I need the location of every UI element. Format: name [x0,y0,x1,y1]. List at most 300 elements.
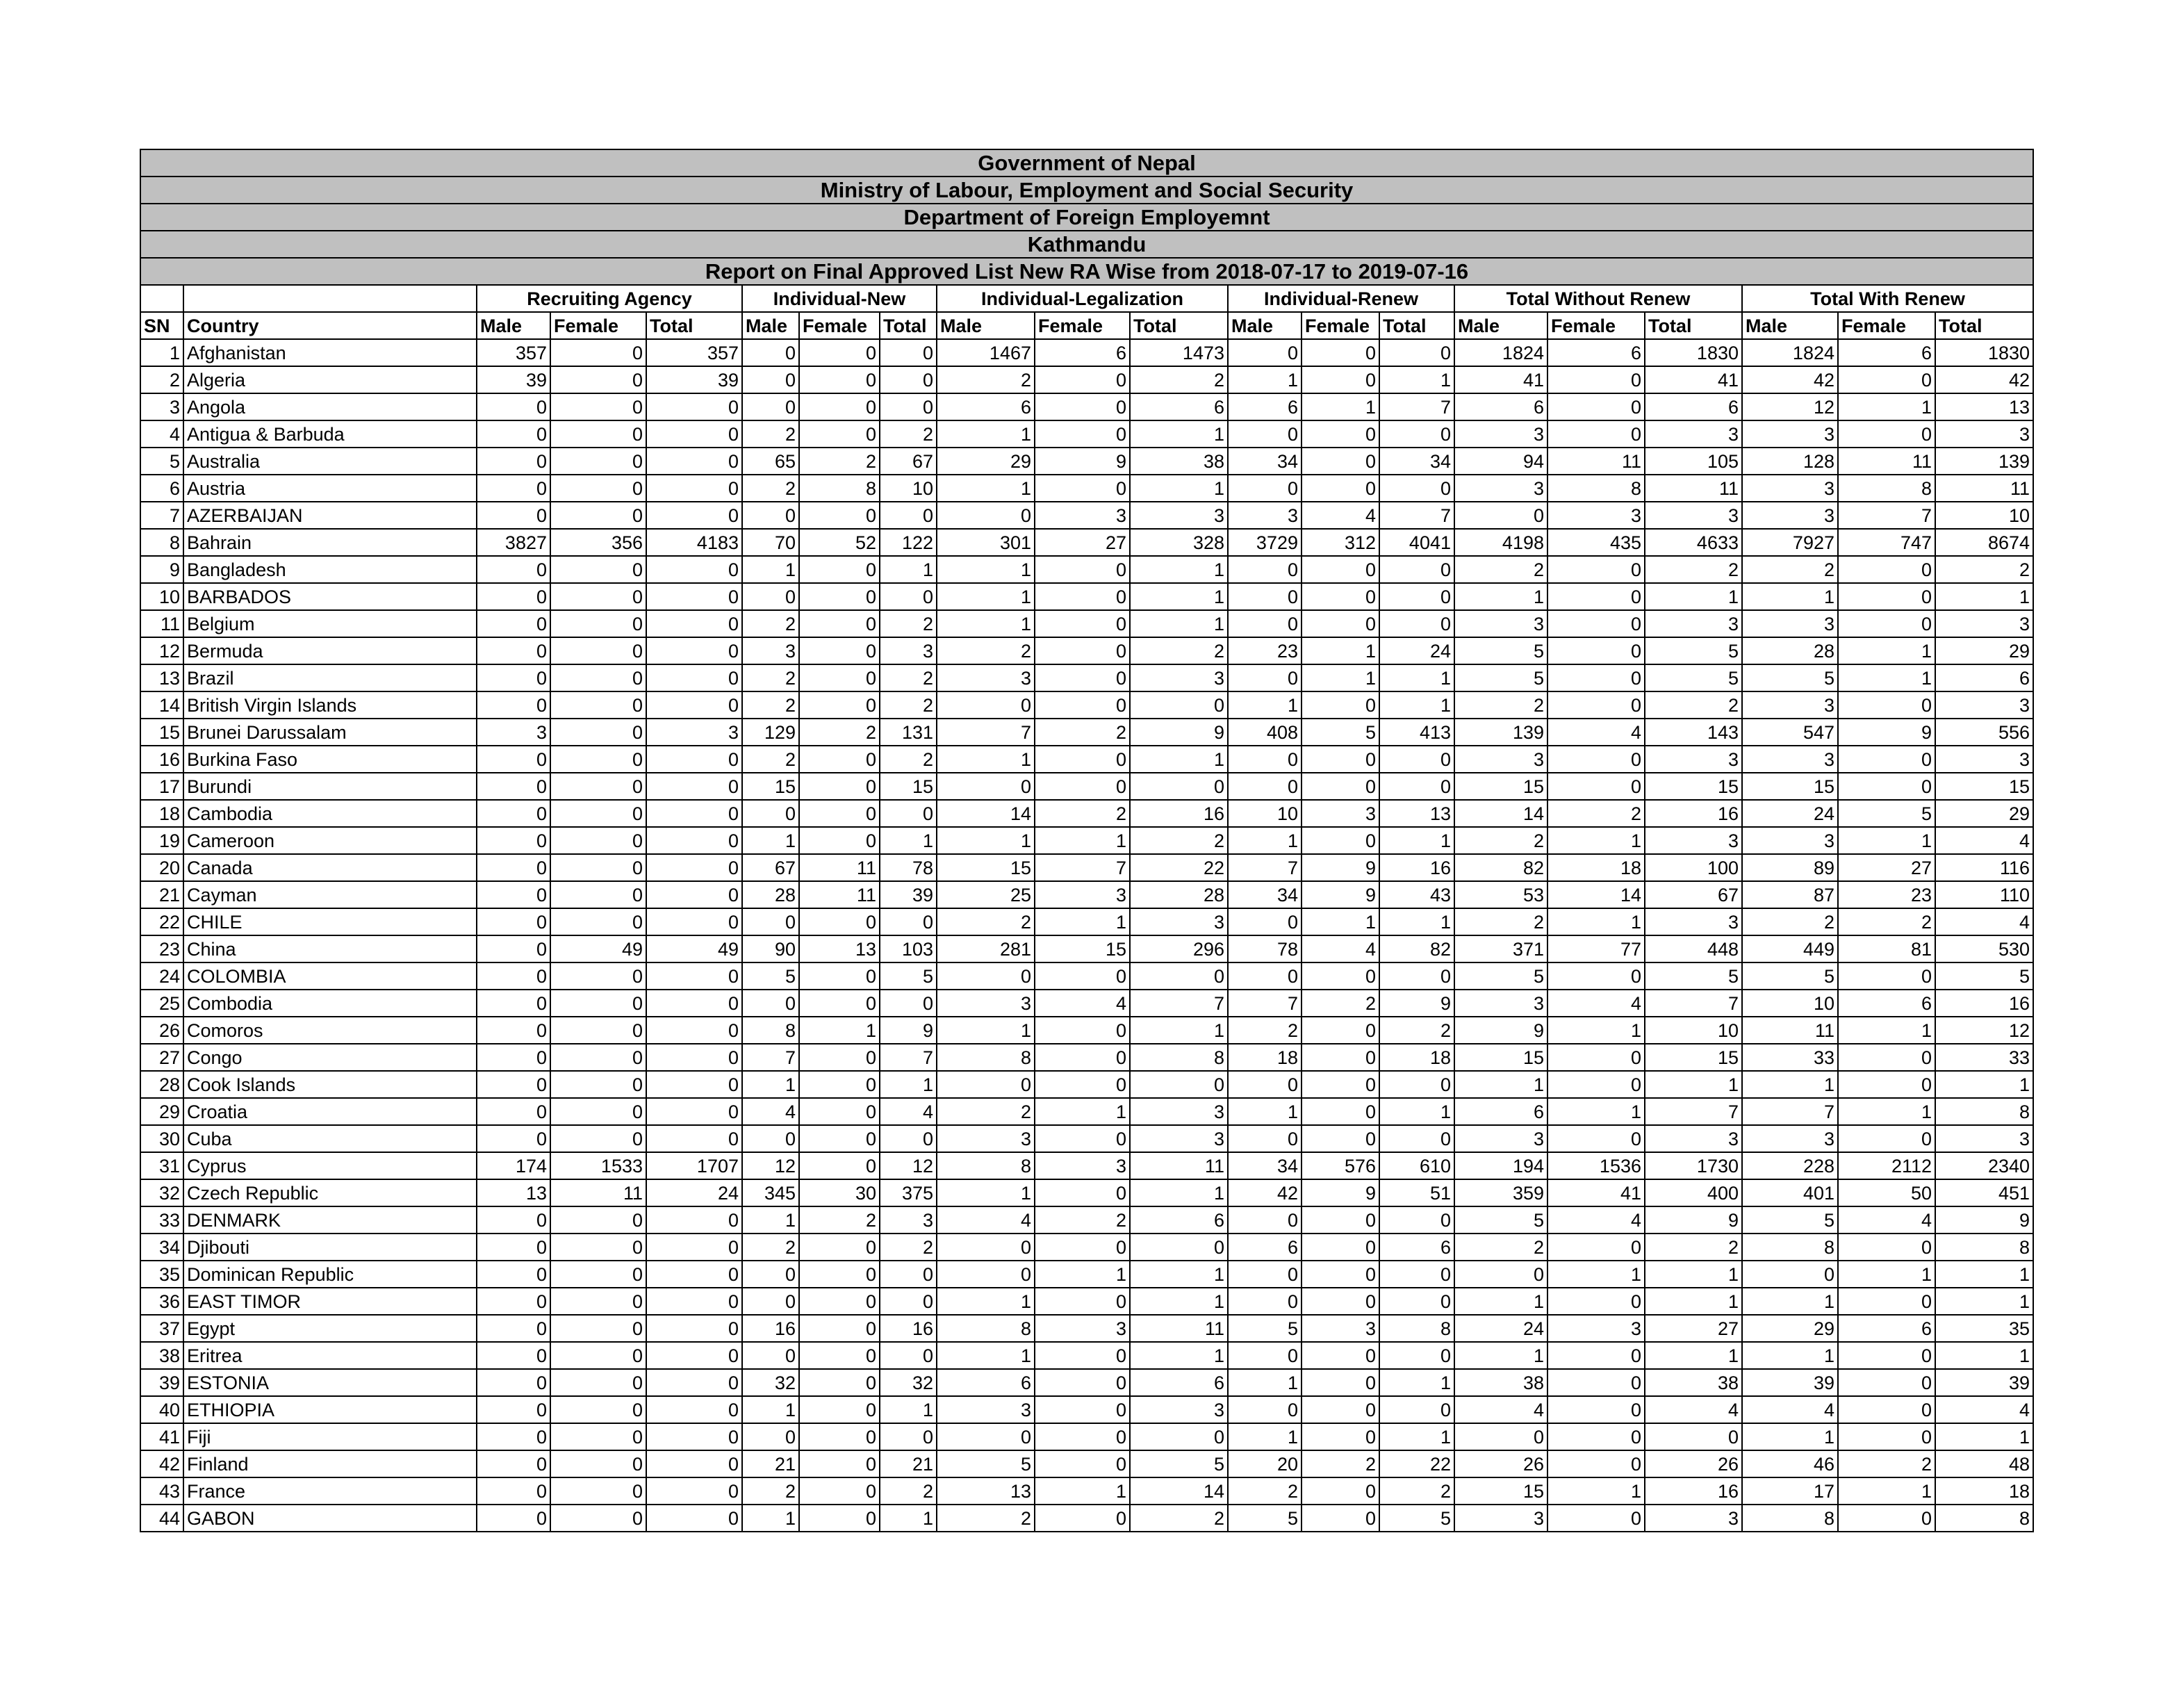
count-cell: 1 [880,556,937,583]
count-cell: 0 [799,339,880,366]
serial-number-cell: 40 [140,1396,183,1423]
count-cell: 3 [1130,1396,1228,1423]
count-cell: 1 [742,827,799,854]
count-cell: 1 [937,1179,1035,1206]
count-cell: 8 [1935,1098,2033,1125]
count-cell: 0 [646,502,742,529]
count-cell: 3 [1130,502,1228,529]
country-cell: Fiji [183,1423,477,1450]
count-cell: 1 [1935,1342,2033,1369]
count-cell: 1 [1228,366,1302,393]
count-cell: 0 [1130,1071,1228,1098]
count-cell: 0 [799,1234,880,1261]
count-cell: 0 [799,773,880,800]
count-cell: 0 [646,393,742,420]
table-row [140,448,2033,475]
country-cell: BARBADOS [183,583,477,610]
count-cell: 0 [1302,1369,1379,1396]
count-cell: 3 [1547,1315,1645,1342]
count-cell: 8674 [1935,529,2033,556]
count-cell: 0 [799,664,880,691]
count-cell: 0 [550,854,646,881]
count-cell: 3 [937,990,1035,1017]
count-cell: 0 [1379,583,1454,610]
count-cell: 4198 [1454,529,1547,556]
count-cell: 0 [1547,691,1645,719]
table-row [140,1152,2033,1179]
count-cell: 174 [477,1152,550,1179]
count-cell: 67 [880,448,937,475]
table-row [140,827,2033,854]
count-cell: 1 [1302,637,1379,664]
count-cell: 13 [799,935,880,962]
count-cell: 0 [646,1234,742,1261]
count-cell: 1824 [1454,339,1547,366]
count-cell: 2 [1302,1450,1379,1477]
count-cell: 8 [742,1017,799,1044]
country-cell: Bermuda [183,637,477,664]
count-cell: 6 [1935,664,2033,691]
country-cell: Australia [183,448,477,475]
count-cell: 0 [1035,962,1130,990]
count-cell: 0 [1228,773,1302,800]
count-cell: 0 [646,1477,742,1505]
count-cell: 70 [742,529,799,556]
count-cell: 0 [799,1342,880,1369]
country-cell: EAST TIMOR [183,1288,477,1315]
count-cell: 0 [799,610,880,637]
count-cell: 1 [1130,1017,1228,1044]
count-cell: 0 [646,448,742,475]
count-cell: 0 [646,1396,742,1423]
count-cell: 435 [1547,529,1645,556]
count-cell: 0 [1035,1179,1130,1206]
count-cell: 53 [1454,881,1547,908]
count-cell: 29 [937,448,1035,475]
count-cell: 6 [1454,1098,1547,1125]
count-cell: 5 [1454,962,1547,990]
count-cell: 0 [742,1288,799,1315]
country-cell: Comoros [183,1017,477,1044]
serial-number-cell: 23 [140,935,183,962]
count-cell: 1 [1379,1369,1454,1396]
count-cell: 0 [1228,746,1302,773]
count-cell: 1 [1379,1423,1454,1450]
count-cell: 129 [742,719,799,746]
count-cell: 16 [1935,990,2033,1017]
count-cell: 0 [477,1505,550,1532]
count-cell: 6 [1130,1369,1228,1396]
country-cell: Brunei Darussalam [183,719,477,746]
count-cell: 1 [1130,1179,1228,1206]
count-cell: 0 [477,583,550,610]
country-cell: AZERBAIJAN [183,502,477,529]
count-cell: 0 [1130,1423,1228,1450]
count-cell: 0 [880,1125,937,1152]
count-cell: 0 [1547,1505,1645,1532]
count-cell: 0 [646,583,742,610]
country-cell: Eritrea [183,1342,477,1369]
count-cell: 35 [1935,1315,2033,1342]
count-cell: 24 [1742,800,1838,827]
serial-number-cell: 36 [140,1288,183,1315]
count-cell: 0 [1742,1261,1838,1288]
count-cell: 1 [1130,1342,1228,1369]
count-cell: 0 [1547,746,1645,773]
count-cell: 0 [646,1288,742,1315]
table-row [140,1098,2033,1125]
serial-number-cell: 20 [140,854,183,881]
count-cell: 2 [1035,800,1130,827]
table-row [140,1288,2033,1315]
count-cell: 3 [1454,1505,1547,1532]
table-row [140,962,2033,990]
column-header: Female [1302,312,1379,339]
count-cell: 0 [550,583,646,610]
count-cell: 0 [550,1261,646,1288]
count-cell: 0 [880,908,937,935]
count-cell: 0 [1547,1125,1645,1152]
count-cell: 8 [1379,1315,1454,1342]
count-cell: 0 [550,1423,646,1450]
group-header-blank [183,285,477,312]
serial-number-cell: 34 [140,1234,183,1261]
country-cell: COLOMBIA [183,962,477,990]
count-cell: 13 [477,1179,550,1206]
count-cell: 1473 [1130,339,1228,366]
count-cell: 0 [550,1477,646,1505]
count-cell: 0 [477,962,550,990]
count-cell: 0 [1035,637,1130,664]
table-row [140,854,2033,881]
count-cell: 0 [646,1017,742,1044]
count-cell: 0 [1302,1342,1379,1369]
count-cell: 11 [550,1179,646,1206]
count-cell: 3 [1742,1125,1838,1152]
count-cell: 0 [477,881,550,908]
count-cell: 0 [550,827,646,854]
count-cell: 11 [799,881,880,908]
count-cell: 0 [550,664,646,691]
country-cell: Burkina Faso [183,746,477,773]
table-row [140,800,2033,827]
count-cell: 0 [1302,583,1379,610]
country-cell: Finland [183,1450,477,1477]
count-cell: 0 [1838,1505,1935,1532]
count-cell: 4 [1838,1206,1935,1234]
count-cell: 7 [1742,1098,1838,1125]
serial-number-cell: 9 [140,556,183,583]
count-cell: 2 [880,610,937,637]
column-header: Male [1454,312,1547,339]
count-cell: 6 [1454,393,1547,420]
count-cell: 16 [1130,800,1228,827]
count-cell: 0 [1379,556,1454,583]
group-header-row [140,285,2033,312]
serial-number-cell: 2 [140,366,183,393]
count-cell: 0 [1838,1125,1935,1152]
count-cell: 0 [799,1396,880,1423]
count-cell: 0 [1302,475,1379,502]
count-cell: 1 [1838,1261,1935,1288]
count-cell: 1 [937,420,1035,448]
count-cell: 3 [1742,746,1838,773]
count-cell: 413 [1379,719,1454,746]
count-cell: 0 [880,583,937,610]
count-cell: 0 [1547,1071,1645,1098]
count-cell: 2 [1379,1017,1454,1044]
count-cell: 1 [1228,1423,1302,1450]
country-cell: CHILE [183,908,477,935]
count-cell: 0 [1379,746,1454,773]
count-cell: 0 [1035,420,1130,448]
count-cell: 0 [799,1261,880,1288]
count-cell: 0 [477,1044,550,1071]
count-cell: 9 [1302,854,1379,881]
count-cell: 5 [1838,800,1935,827]
count-cell: 1 [1935,1423,2033,1450]
count-cell: 1 [1935,1288,2033,1315]
title-row [140,204,2033,231]
count-cell: 7 [742,1044,799,1071]
table-row [140,719,2033,746]
count-cell: 0 [1547,1423,1645,1450]
count-cell: 6 [1130,1206,1228,1234]
count-cell: 0 [1302,448,1379,475]
count-cell: 5 [1130,1450,1228,1477]
count-cell: 2 [880,420,937,448]
count-cell: 7 [1379,393,1454,420]
count-cell: 1 [1302,664,1379,691]
country-cell: ESTONIA [183,1369,477,1396]
count-cell: 0 [1302,746,1379,773]
count-cell: 6 [937,393,1035,420]
count-cell: 0 [1645,1423,1742,1450]
count-cell: 194 [1454,1152,1547,1179]
count-cell: 0 [1547,610,1645,637]
count-cell: 87 [1742,881,1838,908]
country-cell: Djibouti [183,1234,477,1261]
count-cell: 4 [937,1206,1035,1234]
count-cell: 0 [1035,366,1130,393]
count-cell: 2 [1454,1234,1547,1261]
count-cell: 5 [1935,962,2033,990]
count-cell: 33 [1742,1044,1838,1071]
country-cell: Algeria [183,366,477,393]
count-cell: 1 [1547,827,1645,854]
count-cell: 3 [1130,908,1228,935]
count-cell: 547 [1742,719,1838,746]
count-cell: 2 [937,1505,1035,1532]
count-cell: 1 [880,827,937,854]
count-cell: 0 [646,1505,742,1532]
count-cell: 11 [1935,475,2033,502]
count-cell: 33 [1935,1044,2033,1071]
count-cell: 10 [1645,1017,1742,1044]
count-cell: 42 [1228,1179,1302,1206]
count-cell: 0 [1035,664,1130,691]
count-cell: 2 [1454,691,1547,719]
serial-number-cell: 10 [140,583,183,610]
count-cell: 9 [1838,719,1935,746]
serial-number-cell: 28 [140,1071,183,1098]
count-cell: 1 [1547,1098,1645,1125]
count-cell: 8 [1935,1505,2033,1532]
count-cell: 4 [880,1098,937,1125]
count-cell: 0 [1454,1261,1547,1288]
count-cell: 0 [742,393,799,420]
count-cell: 1 [1935,583,2033,610]
count-cell: 1 [1547,1477,1645,1505]
count-cell: 29 [1935,637,2033,664]
count-cell: 3 [1035,1152,1130,1179]
count-cell: 4 [1547,990,1645,1017]
count-cell: 0 [1228,1261,1302,1288]
count-cell: 1 [1838,1017,1935,1044]
count-cell: 0 [477,1071,550,1098]
count-cell: 0 [1547,1288,1645,1315]
count-cell: 8 [1838,475,1935,502]
table-row [140,746,2033,773]
serial-number-cell: 22 [140,908,183,935]
count-cell: 2 [880,746,937,773]
serial-number-cell: 35 [140,1261,183,1288]
count-cell: 2 [742,420,799,448]
table-row [140,393,2033,420]
count-cell: 0 [1838,610,1935,637]
count-cell: 13 [1379,800,1454,827]
count-cell: 5 [1742,962,1838,990]
count-cell: 0 [550,962,646,990]
count-cell: 3 [937,1396,1035,1423]
count-cell: 1 [1035,1261,1130,1288]
country-cell: Czech Republic [183,1179,477,1206]
count-cell: 16 [742,1315,799,1342]
count-cell: 448 [1645,935,1742,962]
count-cell: 5 [1742,1206,1838,1234]
count-cell: 3827 [477,529,550,556]
count-cell: 0 [1228,1288,1302,1315]
count-cell: 23 [1228,637,1302,664]
count-cell: 4 [1935,827,2033,854]
count-cell: 0 [646,1450,742,1477]
count-cell: 15 [1454,773,1547,800]
count-cell: 0 [799,1152,880,1179]
count-cell: 0 [550,1396,646,1423]
count-cell: 12 [742,1152,799,1179]
serial-number-cell: 11 [140,610,183,637]
count-cell: 7 [937,719,1035,746]
serial-number-cell: 6 [140,475,183,502]
serial-number-cell: 18 [140,800,183,827]
count-cell: 2 [1645,691,1742,719]
count-cell: 11 [1547,448,1645,475]
count-cell: 1 [1547,908,1645,935]
count-cell: 2 [742,746,799,773]
count-cell: 0 [1228,556,1302,583]
count-cell: 0 [550,475,646,502]
count-cell: 1 [742,556,799,583]
table-row [140,637,2033,664]
count-cell: 16 [880,1315,937,1342]
serial-number-cell: 31 [140,1152,183,1179]
count-cell: 2 [1130,1505,1228,1532]
count-cell: 24 [1454,1315,1547,1342]
count-cell: 15 [880,773,937,800]
count-cell: 0 [1228,339,1302,366]
column-header: Female [550,312,646,339]
serial-number-cell: 13 [140,664,183,691]
count-cell: 2 [742,1234,799,1261]
count-cell: 5 [1454,664,1547,691]
group-header-individual-new: Individual-New [742,285,937,312]
report-table [140,149,2034,1532]
count-cell: 0 [799,800,880,827]
serial-number-cell: 37 [140,1315,183,1342]
country-cell: China [183,935,477,962]
count-cell: 0 [937,962,1035,990]
count-cell: 0 [799,1071,880,1098]
count-cell: 0 [799,366,880,393]
count-cell: 1 [1130,1288,1228,1315]
count-cell: 0 [477,420,550,448]
count-cell: 0 [1035,393,1130,420]
count-cell: 1 [1130,610,1228,637]
count-cell: 11 [1838,448,1935,475]
count-cell: 0 [799,502,880,529]
count-cell: 0 [1547,1342,1645,1369]
count-cell: 0 [1302,1423,1379,1450]
count-cell: 6 [1228,393,1302,420]
count-cell: 0 [1302,366,1379,393]
serial-number-cell: 3 [140,393,183,420]
count-cell: 0 [1838,1234,1935,1261]
count-cell: 1730 [1645,1152,1742,1179]
count-cell: 9 [1035,448,1130,475]
count-cell: 0 [1035,1017,1130,1044]
count-cell: 32 [742,1369,799,1396]
count-cell: 2 [742,1477,799,1505]
count-cell: 9 [1454,1017,1547,1044]
count-cell: 1 [742,1071,799,1098]
count-cell: 14 [1130,1477,1228,1505]
count-cell: 0 [742,583,799,610]
table-row [140,1044,2033,1071]
count-cell: 1 [1454,1342,1547,1369]
count-cell: 0 [646,1098,742,1125]
serial-number-cell: 15 [140,719,183,746]
count-cell: 357 [477,339,550,366]
table-row [140,664,2033,691]
group-header-total-without-renew: Total Without Renew [1454,285,1742,312]
count-cell: 3 [1130,664,1228,691]
count-cell: 34 [1228,1152,1302,1179]
count-cell: 0 [937,773,1035,800]
count-cell: 3 [1454,475,1547,502]
count-cell: 5 [1454,637,1547,664]
group-header-recruiting-agency: Recruiting Agency [477,285,742,312]
count-cell: 1 [937,746,1035,773]
count-cell: 0 [477,1234,550,1261]
count-cell: 0 [1035,1505,1130,1532]
count-cell: 0 [1302,420,1379,448]
count-cell: 1 [880,1505,937,1532]
count-cell: 16 [1645,800,1742,827]
count-cell: 3 [1742,475,1838,502]
count-cell: 0 [477,935,550,962]
column-header: Total [1935,312,2033,339]
country-cell: ETHIOPIA [183,1396,477,1423]
